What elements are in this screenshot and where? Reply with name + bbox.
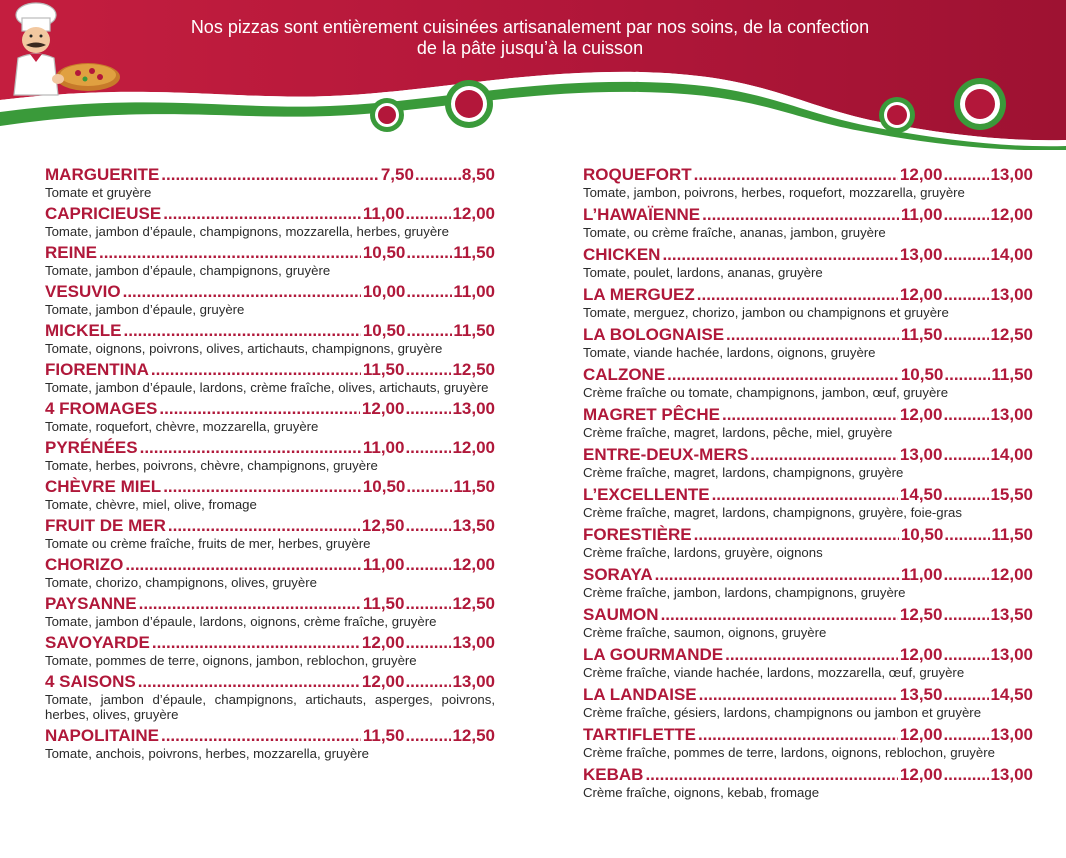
dot-leader-short (943, 565, 989, 585)
price-medium: 11,00 (362, 555, 405, 574)
pizza-name: MICKELE (45, 321, 122, 340)
price-large: 13,00 (990, 285, 1033, 304)
dot-leader (163, 477, 361, 497)
menu-item-title-row (583, 565, 1033, 585)
dot-leader (138, 672, 360, 692)
price-large: 15,50 (990, 485, 1033, 504)
pizza-ingredients: Crème fraîche, magret, lardons, champignons, gruyère, foie-gras (583, 505, 962, 520)
menu-item-title-row (45, 282, 495, 302)
price-large: 11,50 (453, 321, 495, 340)
menu-item-title-row (45, 321, 495, 341)
price-medium: 11,50 (362, 726, 405, 745)
price-medium: 11,50 (362, 594, 405, 613)
dot-leader (645, 765, 897, 785)
menu-item-title-row (583, 525, 1033, 545)
menu-item (45, 165, 495, 200)
menu-item-title-row (45, 516, 495, 536)
pizza-ingredients: Tomate, chorizo, champignons, olives, gruyère (45, 575, 317, 590)
pizza-ingredients: Crème fraîche, jambon, lardons, champignons, gruyère (583, 585, 906, 600)
price-large: 14,00 (990, 445, 1033, 464)
dot-leader-short (943, 725, 989, 745)
menu-item-title-row (45, 438, 495, 458)
dot-leader (702, 205, 899, 225)
menu-item (45, 594, 495, 629)
pizza-ingredients: Tomate et gruyère (45, 185, 152, 200)
pizza-ingredients: Tomate, herbes, poivrons, chèvre, champignons, gruyère (45, 458, 378, 473)
pizza-name: CHÈVRE MIEL (45, 477, 162, 496)
pizza-name: TARTIFLETTE (583, 725, 696, 744)
price-large: 14,00 (990, 245, 1033, 264)
menu-item (583, 205, 1033, 240)
pizza-ingredients: Crème fraîche, lardons, gruyère, oignons (583, 545, 823, 560)
dot-leader (161, 165, 379, 185)
pizza-ingredients: Tomate ou crème fraîche, fruits de mer, herbes, gruyère (45, 536, 371, 551)
menu-item (583, 645, 1033, 680)
dot-leader (140, 438, 361, 458)
header-banner (0, 0, 1066, 150)
price-large: 11,00 (453, 282, 495, 301)
dot-leader-short (405, 555, 451, 575)
pizza-ingredients: Tomate, anchois, poivrons, herbes, mozzarella, gruyère (45, 746, 369, 761)
price-large: 12,50 (452, 726, 495, 745)
price-medium: 12,00 (361, 672, 405, 691)
menu-item-title-row (583, 485, 1033, 505)
pizza-ingredients: Tomate, jambon d’épaule, lardons, oignons, crème fraîche, gruyère (45, 614, 437, 629)
menu-item-title-row (45, 555, 495, 575)
pizza-name: REINE (45, 243, 97, 262)
price-medium: 10,00 (362, 282, 406, 301)
dot-leader (661, 605, 898, 625)
menu-item-title-row (583, 165, 1033, 185)
pizza-ingredients: Tomate, jambon d’épaule, champignons, artichauts, asperges, poivrons, herbes, olives, gruyère (45, 692, 495, 722)
price-medium: 11,50 (900, 325, 943, 344)
price-large: 13,00 (452, 399, 495, 418)
menu-item-title-row (45, 726, 495, 746)
pizza-name: KEBAB (583, 765, 644, 784)
menu-item-title-row (583, 205, 1033, 225)
tagline-line-1: Nos pizzas sont entièrement cuisinées artisanalement par nos soins, de la confection (190, 17, 870, 37)
pizza-name: 4 SAISONS (45, 672, 136, 691)
price-medium: 12,00 (899, 285, 943, 304)
pizza-name: NAPOLITAINE (45, 726, 159, 745)
pizza-name: MARGUERITE (45, 165, 160, 184)
price-medium: 13,00 (899, 245, 943, 264)
dot-leader (726, 325, 899, 345)
price-medium: 10,50 (362, 321, 406, 340)
price-medium: 11,50 (362, 360, 405, 379)
pizza-ingredients: Tomate, viande hachée, lardons, oignons, gruyère (583, 345, 876, 360)
dot-leader (699, 685, 898, 705)
pizza-ingredients: Crème fraîche, magret, lardons, pêche, miel, gruyère (583, 425, 893, 440)
price-medium: 12,00 (899, 765, 943, 784)
menu-item-title-row (583, 765, 1033, 785)
price-large: 8,50 (461, 165, 495, 184)
menu-item-title-row (583, 725, 1033, 745)
pizza-name: FIORENTINA (45, 360, 149, 379)
dot-leader-short (405, 360, 451, 380)
price-large: 13,00 (452, 633, 495, 652)
pizza-ingredients: Tomate, chèvre, miel, olive, fromage (45, 497, 257, 512)
menu-item (583, 765, 1033, 800)
menu-item (583, 365, 1033, 400)
price-large: 11,50 (453, 243, 495, 262)
pizza-ingredients: Tomate, jambon d’épaule, champignons, mozzarella, herbes, gruyère (45, 224, 449, 239)
price-large: 12,00 (990, 565, 1033, 584)
dot-leader-short (943, 645, 989, 665)
dot-leader (161, 726, 361, 746)
menu-item-title-row (583, 685, 1033, 705)
dot-leader (698, 725, 898, 745)
dot-leader-short (406, 477, 452, 497)
price-large: 12,00 (990, 205, 1033, 224)
menu-item-title-row (45, 672, 495, 692)
price-medium: 11,00 (900, 205, 943, 224)
dot-leader-short (405, 204, 451, 224)
menu-item (45, 633, 495, 668)
price-large: 13,00 (452, 672, 495, 691)
price-medium: 12,00 (899, 725, 943, 744)
price-medium: 12,50 (899, 605, 943, 624)
pizza-name: LA GOURMANDE (583, 645, 724, 664)
price-large: 13,00 (990, 405, 1033, 424)
pizza-name: SORAYA (583, 565, 653, 584)
dot-leader-short (943, 605, 989, 625)
menu-item (583, 285, 1033, 320)
pizza-name: L’HAWAÏENNE (583, 205, 701, 224)
dot-leader-short (943, 325, 989, 345)
menu-item (583, 405, 1033, 440)
dot-leader-short (406, 282, 452, 302)
menu-item-title-row (45, 243, 495, 263)
pizza-name: PYRÉNÉES (45, 438, 138, 457)
dot-leader (725, 645, 898, 665)
menu-item (583, 725, 1033, 760)
dot-leader-short (944, 525, 990, 545)
price-large: 13,50 (452, 516, 495, 535)
dot-leader-short (943, 685, 989, 705)
menu-column-right (583, 165, 1033, 805)
price-large: 13,00 (990, 765, 1033, 784)
menu-item (45, 672, 495, 722)
pizza-name: LA MERGUEZ (583, 285, 695, 304)
menu-item (583, 685, 1033, 720)
pizza-ingredients: Tomate, roquefort, chèvre, mozzarella, gruyère (45, 419, 319, 434)
dot-leader (163, 204, 361, 224)
dot-leader-short (405, 516, 451, 536)
pizza-name: L’EXCELLENTE (583, 485, 710, 504)
price-large: 11,50 (991, 365, 1033, 384)
price-large: 12,50 (990, 325, 1033, 344)
tagline (100, 17, 960, 59)
menu-item (45, 321, 495, 356)
dot-leader (667, 365, 899, 385)
dot-leader (159, 399, 360, 419)
price-medium: 12,00 (361, 633, 405, 652)
dot-leader-short (415, 165, 461, 185)
pizza-ingredients: Tomate, jambon d’épaule, champignons, gruyère (45, 263, 331, 278)
pizza-name: LA BOLOGNAISE (583, 325, 725, 344)
menu-item-title-row (583, 405, 1033, 425)
price-medium: 10,50 (900, 365, 944, 384)
menu-item (583, 445, 1033, 480)
dot-leader-short (943, 285, 989, 305)
dot-leader (662, 245, 897, 265)
pizza-name: PAYSANNE (45, 594, 137, 613)
tagline-line-2: de la pâte jusqu’à la cuisson (416, 38, 644, 58)
dot-leader (655, 565, 899, 585)
price-medium: 11,00 (362, 204, 405, 223)
pizza-ingredients: Crème fraîche ou tomate, champignons, jambon, œuf, gruyère (583, 385, 949, 400)
pizza-name: CALZONE (583, 365, 666, 384)
pizza-ingredients: Crème fraîche, magret, lardons, champignons, gruyère (583, 465, 904, 480)
pizza-ingredients: Tomate, pommes de terre, oignons, jambon, reblochon, gruyère (45, 653, 417, 668)
price-large: 11,50 (991, 525, 1033, 544)
menu-item-title-row (45, 204, 495, 224)
pizza-name: ROQUEFORT (583, 165, 692, 184)
menu-item-title-row (45, 477, 495, 497)
pizza-name: LA LANDAISE (583, 685, 697, 704)
price-large: 12,00 (452, 555, 495, 574)
price-medium: 10,50 (362, 243, 406, 262)
dot-leader-short (405, 633, 451, 653)
dot-leader (99, 243, 361, 263)
dot-leader-short (943, 445, 989, 465)
menu-item-title-row (45, 399, 495, 419)
pizza-ingredients: Crème fraîche, saumon, oignons, gruyère (583, 625, 827, 640)
dot-leader (151, 360, 361, 380)
dot-leader-short (943, 165, 989, 185)
price-medium: 13,50 (899, 685, 943, 704)
dot-leader-short (405, 594, 451, 614)
menu-item-title-row (583, 445, 1033, 465)
menu-item-title-row (45, 165, 495, 185)
dot-leader-short (943, 405, 989, 425)
price-large: 12,00 (452, 438, 495, 457)
price-large: 13,00 (990, 165, 1033, 184)
pizza-name: CHICKEN (583, 245, 661, 264)
dot-leader-short (406, 243, 452, 263)
dot-leader-short (406, 321, 452, 341)
dot-leader (152, 633, 360, 653)
pizza-name: ENTRE-DEUX-MERS (583, 445, 749, 464)
menu-item (45, 438, 495, 473)
pizza-ingredients: Tomate, merguez, chorizo, jambon ou champignons et gruyère (583, 305, 949, 320)
menu-item (45, 555, 495, 590)
pizza-ingredients: Tomate, jambon d’épaule, lardons, crème fraîche, olives, artichauts, gruyère (45, 380, 489, 395)
menu-item-title-row (45, 360, 495, 380)
price-large: 12,50 (452, 360, 495, 379)
dot-leader (694, 525, 899, 545)
pizza-ingredients: Crème fraîche, viande hachée, lardons, mozzarella, œuf, gruyère (583, 665, 965, 680)
dot-leader-short (943, 205, 989, 225)
pizza-ingredients: Tomate, oignons, poivrons, olives, artichauts, champignons, gruyère (45, 341, 443, 356)
dot-leader-short (405, 672, 451, 692)
dot-leader-short (405, 399, 451, 419)
price-large: 13,00 (990, 645, 1033, 664)
pizza-name: SAUMON (583, 605, 659, 624)
menu-item (45, 282, 495, 317)
menu-item (45, 516, 495, 551)
price-medium: 11,00 (900, 565, 943, 584)
menu-item-title-row (583, 365, 1033, 385)
dot-leader-short (405, 726, 451, 746)
pizza-ingredients: Crème fraîche, gésiers, lardons, champignons ou jambon et gruyère (583, 705, 982, 720)
menu-item (45, 726, 495, 761)
price-medium: 11,00 (362, 438, 405, 457)
menu-item-title-row (45, 633, 495, 653)
menu-item (583, 165, 1033, 200)
pizza-name: FRUIT DE MER (45, 516, 166, 535)
menu-item (45, 204, 495, 239)
price-large: 13,50 (990, 605, 1033, 624)
pizza-name: CAPRICIEUSE (45, 204, 162, 223)
pizza-name: MAGRET PÊCHE (583, 405, 720, 424)
pizza-name: CHORIZO (45, 555, 124, 574)
menu-column-left (45, 165, 495, 765)
price-medium: 12,00 (361, 399, 405, 418)
menu-item (45, 399, 495, 434)
pizza-ingredients: Crème fraîche, pommes de terre, lardons, oignons, reblochon, gruyère (583, 745, 995, 760)
price-large: 12,50 (452, 594, 495, 613)
dot-leader (125, 555, 360, 575)
price-medium: 12,00 (899, 165, 943, 184)
price-medium: 12,50 (361, 516, 405, 535)
dot-leader (750, 445, 898, 465)
price-medium: 7,50 (380, 165, 414, 184)
price-medium: 13,00 (899, 445, 943, 464)
menu-item (45, 477, 495, 512)
menu-item (583, 605, 1033, 640)
pizza-name: VESUVIO (45, 282, 121, 301)
dot-leader (123, 282, 361, 302)
pizza-ingredients: Tomate, ou crème fraîche, ananas, jambon, gruyère (583, 225, 886, 240)
price-medium: 10,50 (900, 525, 944, 544)
pizza-ingredients: Tomate, jambon d’épaule, gruyère (45, 302, 245, 317)
dot-leader (712, 485, 898, 505)
dot-leader-short (944, 365, 990, 385)
menu-item-title-row (45, 594, 495, 614)
price-large: 12,00 (452, 204, 495, 223)
price-large: 13,00 (990, 725, 1033, 744)
menu-item (583, 485, 1033, 520)
dot-leader (124, 321, 361, 341)
pizza-ingredients: Crème fraîche, oignons, kebab, fromage (583, 785, 820, 800)
dot-leader-short (943, 485, 989, 505)
dot-leader (139, 594, 361, 614)
pizza-name: 4 FROMAGES (45, 399, 158, 418)
dot-leader (694, 165, 898, 185)
menu-item (583, 565, 1033, 600)
menu-item (583, 245, 1033, 280)
dot-leader-short (405, 438, 451, 458)
pizza-ingredients: Tomate, jambon, poivrons, herbes, roquefort, mozzarella, gruyère (583, 185, 965, 200)
menu-item (583, 325, 1033, 360)
price-medium: 14,50 (899, 485, 943, 504)
pizza-name: FORESTIÈRE (583, 525, 692, 544)
price-large: 14,50 (990, 685, 1033, 704)
price-large: 11,50 (453, 477, 495, 496)
pizza-ingredients: Tomate, poulet, lardons, ananas, gruyère (583, 265, 823, 280)
menu-item-title-row (583, 245, 1033, 265)
dot-leader (168, 516, 360, 536)
price-medium: 12,00 (899, 645, 943, 664)
menu-item-title-row (583, 325, 1033, 345)
menu-item-title-row (583, 645, 1033, 665)
dot-leader-short (943, 765, 989, 785)
dot-leader (697, 285, 898, 305)
menu-item-title-row (583, 285, 1033, 305)
price-medium: 10,50 (362, 477, 406, 496)
price-medium: 12,00 (899, 405, 943, 424)
menu-item (45, 243, 495, 278)
dot-leader (722, 405, 898, 425)
menu-item-title-row (583, 605, 1033, 625)
pizza-name: SAVOYARDE (45, 633, 150, 652)
dot-leader-short (943, 245, 989, 265)
menu-item (45, 360, 495, 395)
menu-item (583, 525, 1033, 560)
